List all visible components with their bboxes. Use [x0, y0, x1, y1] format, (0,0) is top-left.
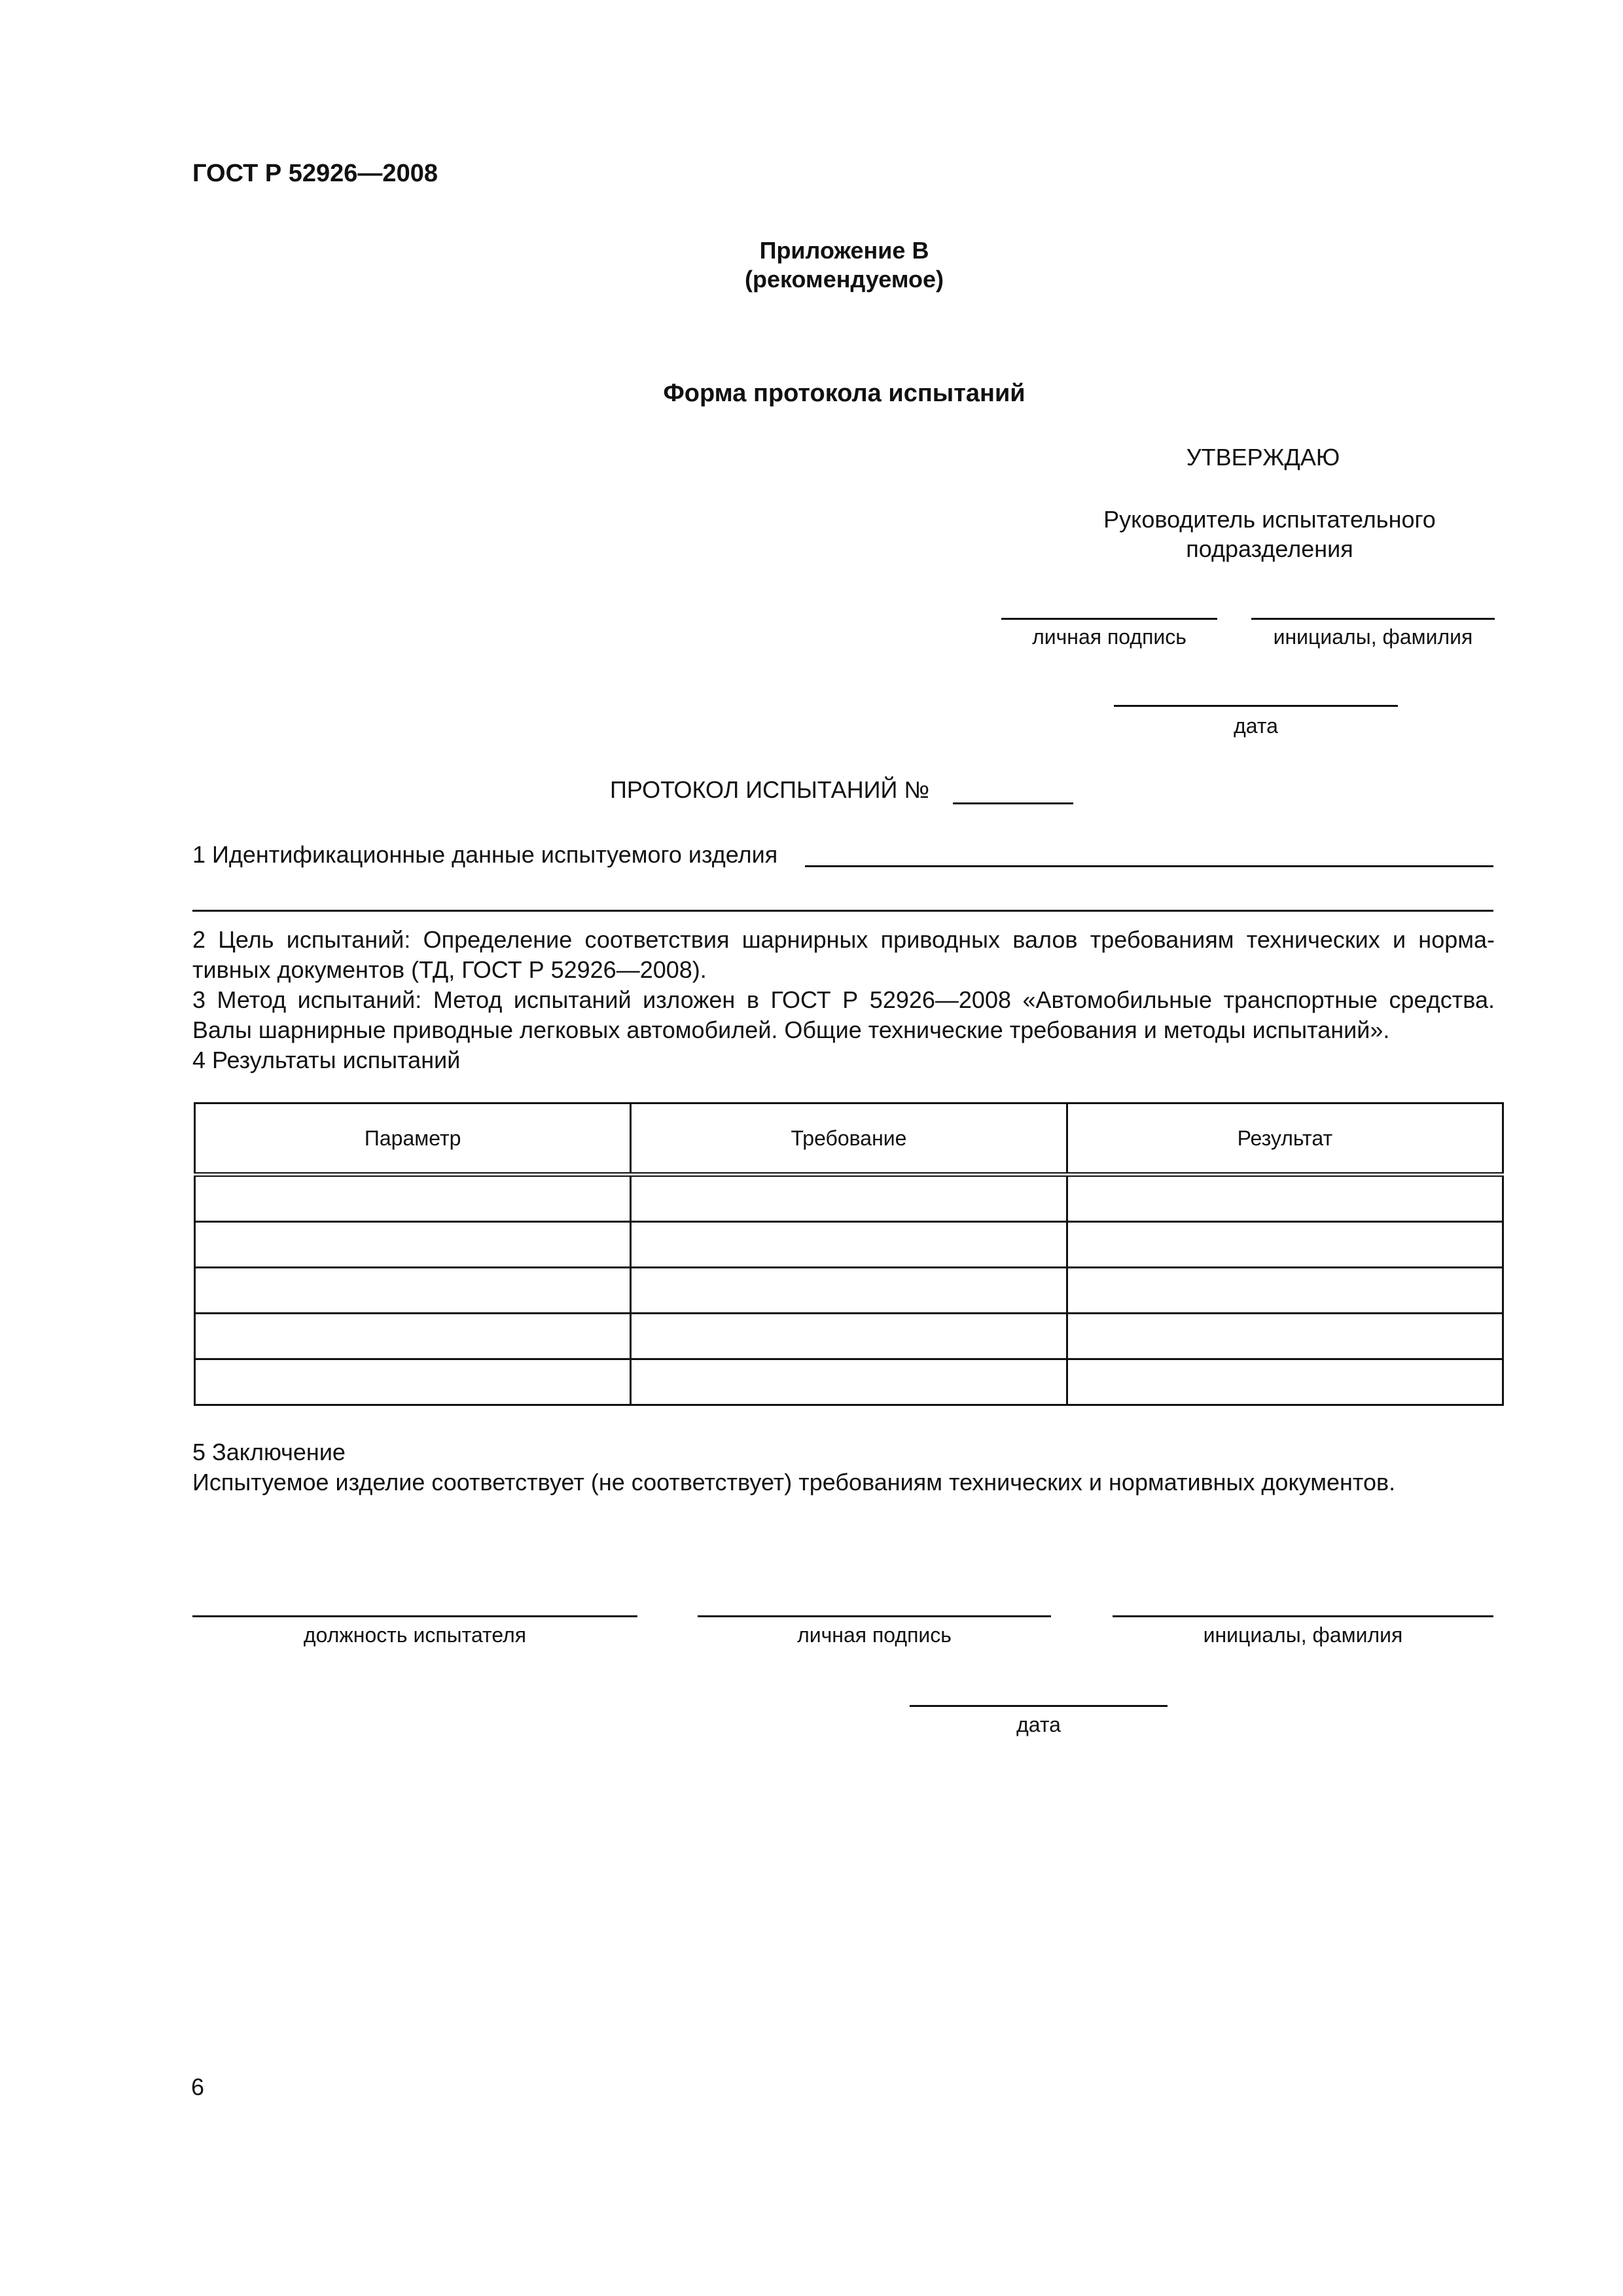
tester-date-line[interactable] — [910, 1705, 1168, 1707]
appendix-title: Приложение В — [759, 237, 929, 264]
approve-label: УТВЕРЖДАЮ — [1186, 444, 1340, 471]
tester-date-caption: дата — [1016, 1713, 1061, 1736]
column-header-parameter: Параметр — [195, 1103, 631, 1175]
form-title: Форма протокола испытаний — [663, 380, 1026, 407]
table-row — [195, 1268, 1503, 1314]
protocol-title: ПРОТОКОЛ ИСПЫТАНИЙ № — [610, 776, 930, 803]
table-cell[interactable] — [195, 1222, 631, 1268]
approver-position-line2: подразделения — [1186, 535, 1353, 562]
table-cell[interactable] — [1067, 1359, 1503, 1405]
table-cell[interactable] — [1067, 1268, 1503, 1314]
tester-name-line[interactable] — [1113, 1615, 1493, 1617]
table-cell[interactable] — [195, 1314, 631, 1359]
table-cell[interactable] — [195, 1268, 631, 1314]
protocol-number-line[interactable] — [953, 802, 1073, 804]
conclusion-text: Испытуемое изделие соответствует (не соответствует) требованиям технических и нормативных документов. — [192, 1469, 1396, 1496]
table-row — [195, 1175, 1503, 1222]
approval-date-caption: дата — [1234, 714, 1278, 738]
approver-position-line1: Руководитель испытательного — [1103, 506, 1436, 533]
table-row — [195, 1314, 1503, 1359]
table-cell[interactable] — [1067, 1222, 1503, 1268]
product-identification-line[interactable] — [805, 865, 1493, 867]
table-row — [195, 1359, 1503, 1405]
table-cell[interactable] — [1067, 1175, 1503, 1222]
table-cell[interactable] — [195, 1359, 631, 1405]
table-cell[interactable] — [631, 1268, 1067, 1314]
tester-signature-caption: личная подпись — [797, 1623, 952, 1647]
section-4-label: 4 Результаты испытаний — [192, 1047, 461, 1073]
appendix-status: (рекомендуемое) — [745, 266, 944, 293]
table-cell[interactable] — [631, 1175, 1067, 1222]
approver-signature-line[interactable] — [1001, 618, 1217, 620]
tester-position-caption: должность испытателя — [303, 1623, 527, 1647]
table-cell[interactable] — [631, 1222, 1067, 1268]
results-table — [194, 1102, 1504, 1406]
standard-code: ГОСТ Р 52926—2008 — [192, 160, 438, 187]
product-identification-line-2[interactable] — [192, 910, 1493, 912]
table-cell[interactable] — [631, 1314, 1067, 1359]
column-header-result: Результат — [1067, 1103, 1503, 1175]
column-header-requirement: Требование — [631, 1103, 1067, 1175]
conclusion-heading: 5 Заключение — [192, 1439, 346, 1465]
table-cell[interactable] — [631, 1359, 1067, 1405]
results-table-header — [195, 1103, 1503, 1175]
table-cell[interactable] — [1067, 1314, 1503, 1359]
section-3-line1: 3 Метод испытаний: Метод испытаний изложен в ГОСТ Р 52926—2008 «Автомобильные транспортные средства. — [192, 986, 1495, 1013]
section-1-label: 1 Идентификационные данные испытуемого изделия — [192, 841, 778, 868]
approver-name-caption: инициалы, фамилия — [1273, 625, 1473, 649]
approver-signature-caption: личная подпись — [1032, 625, 1186, 649]
table-cell[interactable] — [195, 1175, 631, 1222]
section-3-line2: Валы шарнирные приводные легковых автомобилей. Общие технические требования и методы испытаний». — [192, 1016, 1390, 1043]
tester-signature-line[interactable] — [698, 1615, 1051, 1617]
approval-date-line[interactable] — [1114, 705, 1398, 707]
section-2-line2: тивных документов (ТД, ГОСТ Р 52926—2008). — [192, 956, 707, 983]
tester-name-caption: инициалы, фамилия — [1203, 1623, 1403, 1647]
section-2-3-text — [192, 925, 1495, 1075]
section-2-line1: 2 Цель испытаний: Определение соответствия шарнирных приводных валов требованиям технических и норма- — [192, 926, 1495, 953]
table-row — [195, 1222, 1503, 1268]
approver-name-line[interactable] — [1251, 618, 1495, 620]
tester-position-line[interactable] — [192, 1615, 637, 1617]
page-number: 6 — [191, 2073, 205, 2100]
